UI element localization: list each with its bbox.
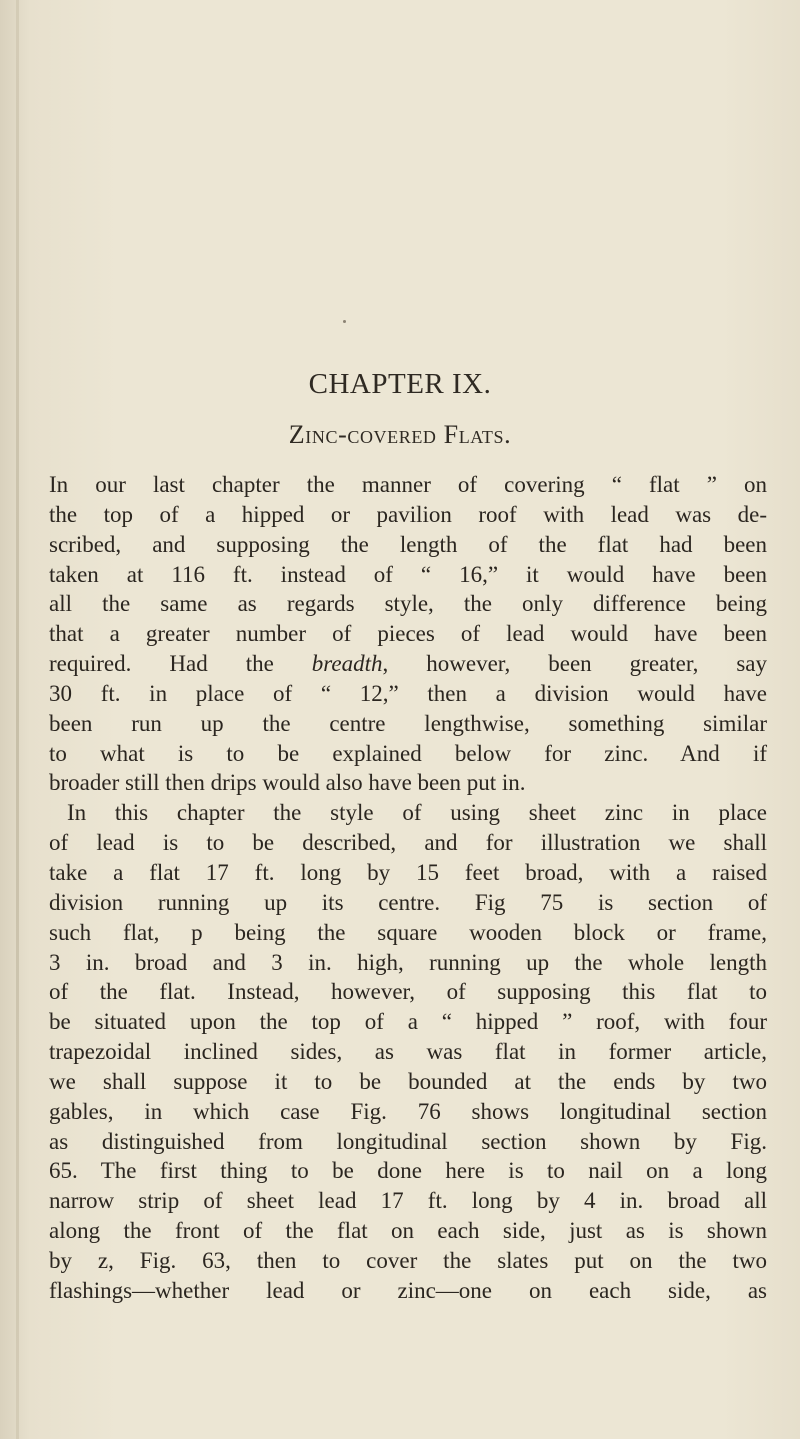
text-line: division running up its centre. Fig 75 is section of bbox=[49, 889, 767, 915]
text-line: along the front of the flat on each side, just as is shown bbox=[49, 1218, 767, 1244]
text-line: broader still then drips would also have been put in. bbox=[49, 770, 526, 796]
text-line: of the flat. Instead, however, of supposing this flat to bbox=[49, 979, 767, 1005]
emphasis-word: breadth bbox=[311, 651, 383, 677]
text-line: by z, Fig. 63, then to cover the slates put on the two bbox=[49, 1247, 767, 1273]
chapter-heading: CHAPTER IX. bbox=[308, 368, 492, 400]
text-line: 3 in. broad and 3 in. high, running up the whole length bbox=[49, 949, 767, 975]
text-line: 30 ft. in place of “ 12,” then a division would have bbox=[49, 680, 767, 706]
text-line: flashings—whether lead or zinc—one on each side, as bbox=[49, 1277, 767, 1303]
text-line: required. Had the breadth, however, been greater, say bbox=[49, 651, 767, 677]
text-line: as distinguished from longitudinal section shown by Fig. bbox=[49, 1128, 767, 1154]
text-line: scribed, and supposing the length of the flat had been bbox=[49, 531, 767, 557]
text-line: of lead is to be described, and for illustration we shall bbox=[49, 830, 767, 856]
text-line: the top of a hipped or pavilion roof with lead was de- bbox=[49, 501, 767, 527]
chapter-title: Zinc-covered Flats. bbox=[288, 420, 512, 449]
text-line: we shall suppose it to be bounded at the ends by two bbox=[49, 1068, 767, 1094]
text-line: take a flat 17 ft. long by 15 feet broad, with a raised bbox=[49, 859, 767, 885]
text-line: trapezoidal inclined sides, as was flat in former article, bbox=[49, 1039, 767, 1065]
text-line: narrow strip of sheet lead 17 ft. long by 4 in. broad all bbox=[49, 1188, 767, 1214]
text-line: to what is to be explained below for zinc. And if bbox=[49, 740, 767, 766]
text-line: such flat, p being the square wooden block or frame, bbox=[49, 919, 767, 945]
text-line: gables, in which case Fig. 76 shows longitudinal section bbox=[49, 1098, 767, 1124]
page-gutter-edge bbox=[16, 0, 19, 1439]
text-line: taken at 116 ft. instead of “ 16,” it would have been bbox=[49, 561, 767, 587]
text-line: all the same as regards style, the only difference being bbox=[49, 591, 767, 617]
text-line: In this chapter the style of using sheet zinc in place bbox=[67, 800, 767, 826]
body-text bbox=[49, 470, 767, 1306]
text-line: In our last chapter the manner of covering “ flat ” on bbox=[49, 472, 767, 497]
text-line: been run up the centre lengthwise, something similar bbox=[49, 710, 767, 736]
text-line: that a greater number of pieces of lead would have been bbox=[49, 621, 767, 647]
paper-speck bbox=[343, 320, 346, 323]
text-line: be situated upon the top of a “ hipped ” roof, with four bbox=[49, 1009, 767, 1035]
text-line: 65. The first thing to be done here is to nail on a long bbox=[49, 1158, 767, 1184]
